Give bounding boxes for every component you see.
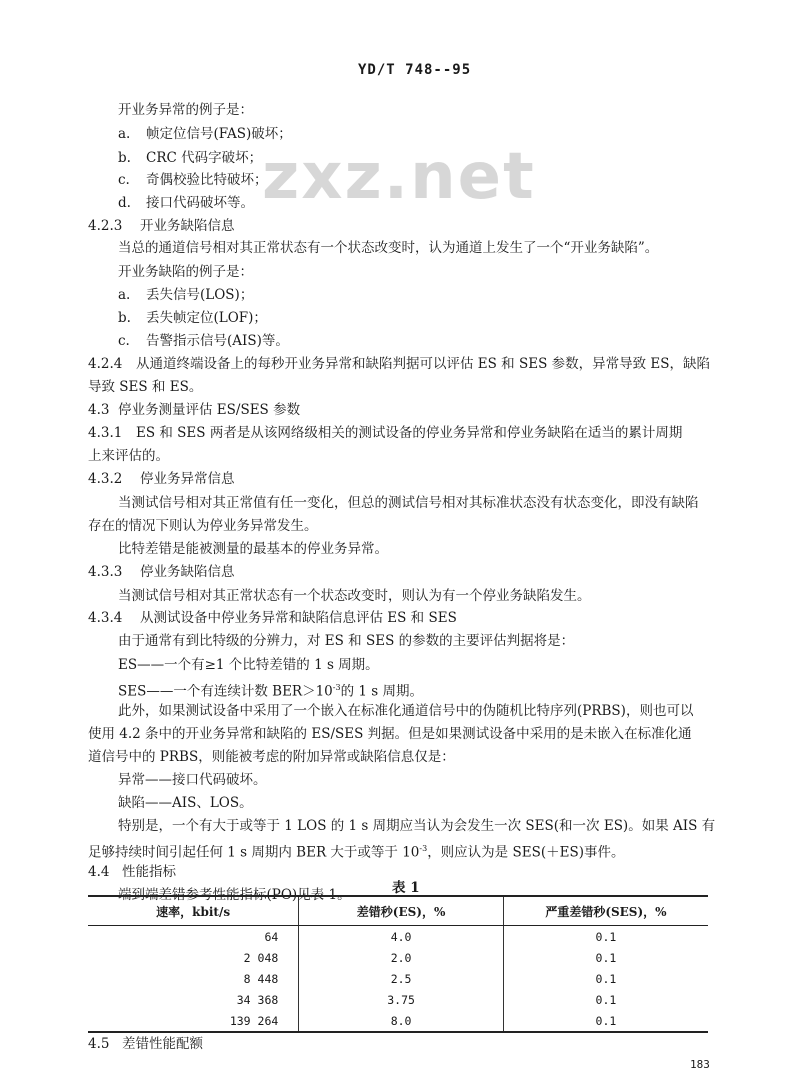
section-number: 4.3.3 [88, 564, 123, 580]
table-row [88, 947, 708, 968]
section-number: 4.3 [88, 402, 110, 418]
es-cell: 3.75 [299, 989, 504, 1010]
list-marker: b. [118, 310, 131, 326]
ais-text-tail: ，则应认为是 SES(＋ES)事件。 [427, 844, 625, 861]
paragraph-line: 当测试信号相对其正常状态有一个状态改变时，则认为有一个停业务缺陷发生。 [118, 588, 591, 604]
ses-cell: 0.1 [503, 989, 708, 1010]
paragraph-line: 比特差错是能被测量的最基本的停业务异常。 [118, 541, 388, 557]
list-marker: a. [118, 287, 131, 303]
paragraph-line: 由于通常有到比特级的分辨力，对 ES 和 SES 的参数的主要评估判据将是： [118, 633, 575, 649]
ses-cell: 0.1 [503, 1010, 708, 1032]
ses-cell: 0.1 [503, 968, 708, 989]
section-number: 4.3.4 [88, 610, 123, 626]
paragraph-line: 上来评估的。 [88, 448, 169, 464]
list-marker: d. [118, 195, 131, 211]
paragraph-line: 开业务异常的例子是： [118, 102, 253, 118]
list-marker: a. [118, 126, 131, 142]
list-item: 帧定位信号(FAS)破坏； [146, 126, 292, 142]
paragraph-line: 从通道终端设备上的每秒开业务异常和缺陷判据可以评估 ES 和 SES 参数，异常导致 ES，缺陷 [136, 356, 711, 372]
table-row [88, 989, 708, 1010]
ais-text: 足够持续时间引起任何 1 s 周期内 BER 大于或等于 10 [88, 844, 420, 861]
rate-cell: 2 048 [243, 950, 279, 965]
exponent: -3 [332, 683, 341, 692]
paragraph-line: 道信号中的 PRBS，则能被考虑的附加异常或缺陷信息仅是： [88, 749, 455, 765]
section-title: 停业务异常信息 [140, 471, 235, 487]
column-header-ses: 严重差错秒(SES)，% [503, 896, 708, 926]
rate-cell: 8 448 [243, 971, 279, 986]
paragraph-line: 端到端差错参考性能指标(PO)见表 1。 [118, 887, 351, 903]
document-code-header: YD/T 748--95 [358, 62, 472, 78]
ses-criterion-tail: 的 1 s 周期。 [340, 683, 423, 700]
section-number: 4.4 [88, 864, 110, 880]
paragraph-line: 当测试信号相对其正常值有任一变化，但总的测试信号相对其标准状态没有状态变化，即没有缺陷 [118, 495, 699, 511]
ses-criterion-text: SES——一个有连续计数 BER＞10 [118, 683, 333, 700]
performance-table [88, 895, 708, 1033]
es-cell: 2.0 [299, 947, 504, 968]
list-marker: c. [118, 172, 130, 188]
exponent: -3 [419, 844, 428, 853]
section-number: 4.2.4 [88, 356, 123, 372]
list-marker: c. [118, 333, 130, 349]
section-title: 停业务缺陷信息 [140, 564, 235, 580]
list-item: 丢失信号(LOS)； [146, 287, 254, 303]
section-number: 4.3.2 [88, 471, 123, 487]
paragraph-line: 开业务缺陷的例子是： [118, 264, 253, 280]
section-title: 开业务缺陷信息 [140, 218, 235, 234]
ses-cell: 0.1 [503, 926, 708, 948]
table-row [88, 968, 708, 989]
table-header-row [88, 896, 708, 926]
rate-cell: 64 [264, 929, 279, 944]
section-title: 停业务测量评估 ES/SES 参数 [118, 402, 301, 418]
paragraph-line: ES——一个有≥1 个比特差错的 1 s 周期。 [118, 657, 379, 673]
list-marker: b. [118, 150, 131, 166]
paragraph-line: 导致 SES 和 ES。 [88, 379, 203, 395]
paragraph-line [118, 678, 423, 702]
list-item: 告警指示信号(AIS)等。 [146, 333, 289, 349]
es-cell: 8.0 [299, 1010, 504, 1032]
paragraph-line: 存在的情况下则认为停业务异常发生。 [88, 518, 318, 534]
table-row [88, 926, 708, 948]
section-title: 差错性能配额 [122, 1036, 203, 1052]
paragraph-line: 此外，如果测试设备中采用了一个嵌入在标准化通道信号中的伪随机比特序列(PRBS)，则也可以 [118, 703, 694, 719]
column-header-rate: 速率，kbit/s [88, 896, 299, 926]
paragraph-line: 使用 4.2 条中的开业务异常和缺陷的 ES/SES 判据。但是如果测试设备中采用的是未嵌入在标准化通 [88, 726, 692, 742]
list-item: CRC 代码字破坏； [146, 150, 263, 166]
paragraph-line [88, 839, 624, 863]
es-cell: 2.5 [299, 968, 504, 989]
section-number: 4.2.3 [88, 218, 123, 234]
paragraph-line: ES 和 SES 两者是从该网络级相关的测试设备的停业务异常和停业务缺陷在适当的累计周期 [136, 425, 683, 441]
page-number: 183 [690, 1058, 710, 1071]
ses-cell: 0.1 [503, 947, 708, 968]
table-row [88, 1010, 708, 1032]
paragraph-line: 缺陷——AIS、LOS。 [118, 795, 253, 811]
table-caption: 表 1 [392, 880, 420, 896]
paragraph-line: 异常——接口代码破坏。 [118, 772, 267, 788]
section-title: 性能指标 [122, 864, 176, 880]
column-header-es: 差错秒(ES)，% [299, 896, 504, 926]
section-number: 4.3.1 [88, 425, 123, 441]
es-cell: 4.0 [299, 926, 504, 948]
section-title: 从测试设备中停业务异常和缺陷信息评估 ES 和 SES [140, 610, 457, 626]
watermark: zxz.net [262, 140, 536, 214]
section-number: 4.5 [88, 1036, 110, 1052]
list-item: 奇偶校验比特破坏； [146, 172, 268, 188]
paragraph-line: 特别是，一个有大于或等于 1 LOS 的 1 s 周期应当认为会发生一次 SES(和一次 ES)。如果 AIS 有 [118, 818, 716, 834]
rate-cell: 139 264 [88, 1010, 299, 1032]
paragraph-line: 当总的通道信号相对其正常状态有一个状态改变时，认为通道上发生了一个“开业务缺陷”。 [118, 240, 659, 256]
rate-cell: 34 368 [236, 992, 279, 1007]
list-item: 接口代码破坏等。 [146, 195, 254, 211]
list-item: 丢失帧定位(LOF)； [146, 310, 267, 326]
